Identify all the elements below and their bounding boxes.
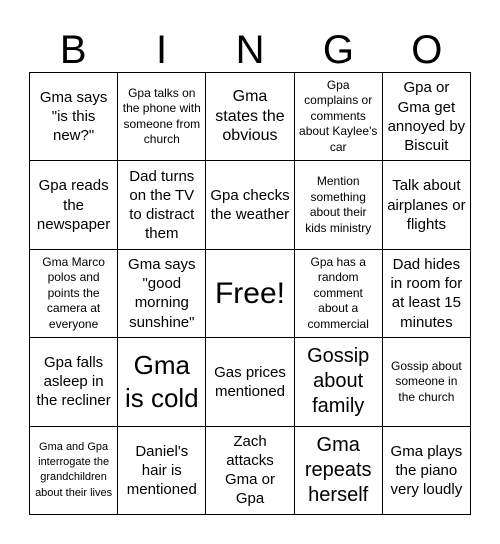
bingo-cell[interactable]: Gpa complains or comments about Kaylee's car — [295, 73, 383, 161]
bingo-cell[interactable]: Gma says "is this new?" — [30, 73, 118, 161]
bingo-card-grid — [29, 72, 471, 515]
bingo-cell[interactable]: Gpa falls asleep in the recliner — [30, 338, 118, 426]
free-space-cell[interactable]: Free! — [206, 250, 294, 338]
header-letter-i: I — [156, 28, 168, 72]
bingo-cell[interactable]: Gpa or Gma get annoyed by Biscuit — [383, 73, 471, 161]
bingo-cell[interactable]: Gma is cold — [118, 338, 206, 426]
bingo-cell[interactable]: Gpa has a random comment about a commercial — [295, 250, 383, 338]
bingo-cell[interactable]: Gma Marco polos and points the camera at everyone — [30, 250, 118, 338]
bingo-cell[interactable]: Gma and Gpa interrogate the grandchildren about their lives — [30, 427, 118, 515]
header-letter-g: G — [322, 28, 354, 72]
header-letter-b: B — [59, 28, 87, 72]
bingo-cell[interactable]: Mention something about their kids ministry — [295, 161, 383, 249]
header-letter-o: O — [411, 28, 443, 72]
bingo-cell[interactable]: Zach attacks Gma or Gpa — [206, 427, 294, 515]
bingo-cell[interactable]: Gossip about someone in the church — [383, 338, 471, 426]
bingo-cell[interactable]: Dad hides in room for at least 15 minutes — [383, 250, 471, 338]
bingo-cell[interactable]: Daniel's hair is mentioned — [118, 427, 206, 515]
bingo-cell[interactable]: Gas prices mentioned — [206, 338, 294, 426]
bingo-cell[interactable]: Gpa talks on the phone with someone from church — [118, 73, 206, 161]
bingo-cell[interactable]: Gma says "good morning sunshine" — [118, 250, 206, 338]
bingo-cell[interactable]: Gma states the obvious — [206, 73, 294, 161]
bingo-cell[interactable]: Dad turns on the TV to distract them — [118, 161, 206, 249]
bingo-cell[interactable]: Talk about airplanes or flights — [383, 161, 471, 249]
header-letter-n: N — [235, 28, 265, 72]
bingo-cell[interactable]: Gossip about family — [295, 338, 383, 426]
bingo-cell[interactable]: Gpa reads the newspaper — [30, 161, 118, 249]
bingo-cell[interactable]: Gma repeats herself — [295, 427, 383, 515]
bingo-cell[interactable]: Gma plays the piano very loudly — [383, 427, 471, 515]
bingo-header — [29, 28, 471, 72]
bingo-cell[interactable]: Gpa checks the weather — [206, 161, 294, 249]
